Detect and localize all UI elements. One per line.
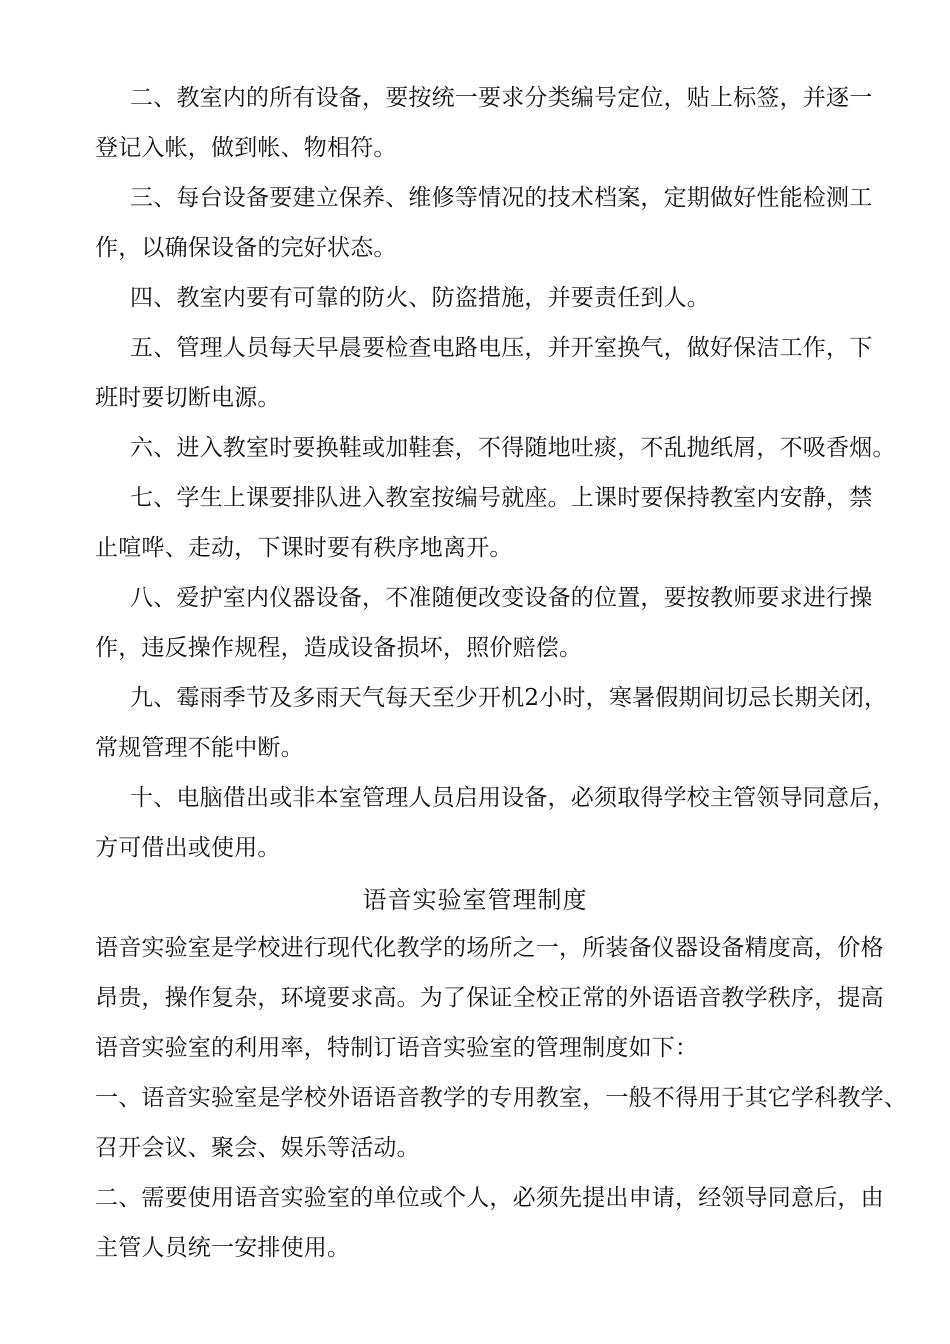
rule-7-line-1: 七、学生上课要排队进入教室按编号就座。上课时要保持教室内安静，禁 [130, 485, 873, 511]
rule-2-line-1: 二、教室内的所有设备，要按统一要求分类编号定位，贴上标签，并逐一 [130, 85, 873, 111]
lab-rule-1-line-1: 一、语音实验室是学校外语语音教学的专用教室，一般不得用于其它学科教学、 [95, 1085, 907, 1111]
rule-2-line-2: 登记入帐，做到帐、物相符。 [95, 135, 397, 161]
intro-line-2: 昂贵，操作复杂，环境要求高。为了保证全校正常的外语语音教学秩序，提高 [95, 985, 884, 1011]
rule-8-line-1: 八、爱护室内仪器设备，不准随便改变设备的位置，要按教师要求进行操 [130, 585, 873, 611]
rule-3-line-1: 三、每台设备要建立保养、维修等情况的技术档案，定期做好性能检测工 [130, 185, 873, 211]
rule-5-line-1: 五、管理人员每天早晨要检查电路电压，并开室换气，做好保洁工作，下 [130, 335, 873, 361]
rule-4-line-1: 四、教室内要有可靠的防火、防盗措施，并要责任到人。 [130, 285, 710, 311]
intro-line-1: 语音实验室是学校进行现代化教学的场所之一，所装备仪器设备精度高，价格 [95, 935, 884, 961]
lab-rule-1-line-2: 召开会议、聚会、娱乐等活动。 [95, 1135, 420, 1161]
rule-5-line-2: 班时要切断电源。 [95, 385, 281, 411]
lab-rule-2-line-2: 主管人员统一安排使用。 [95, 1235, 351, 1261]
rule-6-line-1: 六、进入教室时要换鞋或加鞋套，不得随地吐痰，不乱抛纸屑，不吸香烟。 [130, 435, 896, 461]
intro-line-3: 语音实验室的利用率，特制订语音实验室的管理制度如下： [95, 1035, 699, 1061]
rule-10-line-2: 方可借出或使用。 [95, 835, 281, 861]
rule-9-line-1: 九、霉雨季节及多雨天气每天至少开机2小时，寒暑假期间切忌长期关闭， [130, 685, 888, 711]
lab-rule-2-line-1: 二、需要使用语音实验室的单位或个人，必须先提出申请，经领导同意后，由 [95, 1185, 884, 1211]
section-title: 语音实验室管理制度 [362, 886, 588, 914]
rule-8-line-2: 作，违反操作规程，造成设备损坏，照价赔偿。 [95, 635, 583, 661]
rule-3-line-2: 作，以确保设备的完好状态。 [95, 235, 397, 261]
rule-10-line-1: 十、电脑借出或非本室管理人员启用设备，必须取得学校主管领导同意后， [130, 785, 896, 811]
rule-9-line-2: 常规管理不能中断。 [95, 735, 304, 761]
rule-7-line-2: 止喧哗、走动，下课时要有秩序地离开。 [95, 535, 513, 561]
